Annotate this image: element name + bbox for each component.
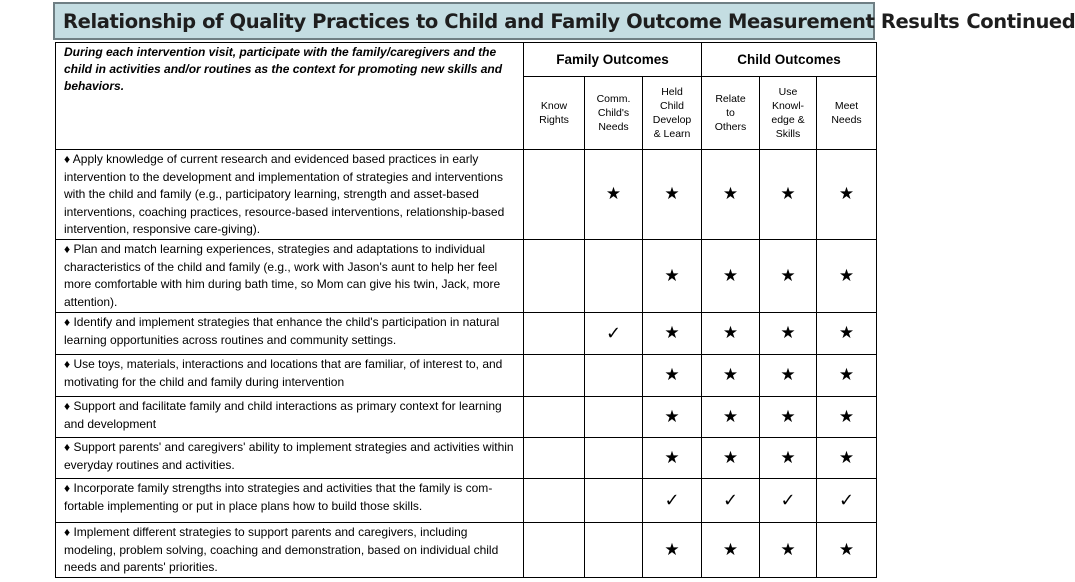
empty-cell: [524, 150, 585, 240]
star-icon: ★: [817, 396, 877, 437]
star-icon: ★: [817, 150, 877, 240]
empty-cell: [524, 312, 585, 354]
practice-text: ♦ Incorporate family strengths into strategies and activities that the family is comfortable implementing or put in place plans how to build those skills.: [56, 478, 524, 522]
star-icon: ★: [760, 396, 817, 437]
star-icon: ★: [817, 354, 877, 396]
star-icon: ★: [760, 239, 817, 312]
column-header-line: & Learn: [653, 128, 691, 140]
empty-cell: [585, 239, 643, 312]
empty-cell: [585, 354, 643, 396]
check-icon: ✓: [585, 312, 643, 354]
column-header-held-child-develop: [643, 77, 702, 150]
star-icon: ★: [702, 396, 760, 437]
practice-text: ♦ Plan and match learning experiences, strategies and adaptations to individual characteristics of the child and family (e.g., work with Jason's aunt to help her feel more comfortable with him during bath time, so Mom can give his twin, Jack, more attention).: [56, 239, 524, 312]
empty-cell: [585, 437, 643, 478]
star-icon: ★: [643, 150, 702, 240]
column-header-line: Relate: [715, 93, 746, 105]
star-icon: ★: [817, 522, 877, 577]
star-icon: ★: [760, 312, 817, 354]
table-row: [56, 396, 877, 437]
star-icon: ★: [702, 354, 760, 396]
check-icon: ✓: [817, 478, 877, 522]
table-row: [56, 239, 877, 312]
practice-text: ♦ Implement different strategies to support parents and caregivers, including modeling, problem solving, coaching and demonstration, based on individual child needs and parents' priorities.: [56, 522, 524, 577]
table-row: [56, 150, 877, 240]
star-icon: ★: [643, 354, 702, 396]
star-icon: ★: [643, 312, 702, 354]
child-outcomes-header: Child Outcomes: [702, 43, 877, 77]
star-icon: ★: [643, 396, 702, 437]
column-header-line: Others: [714, 121, 747, 133]
title-main: Relationship of Quality Practices to Child and Family Outcome Measurement Results: [63, 9, 960, 33]
table-row: [56, 354, 877, 396]
star-icon: ★: [702, 312, 760, 354]
column-header-line: Needs: [598, 121, 629, 133]
empty-cell: [585, 522, 643, 577]
table-row: [56, 478, 877, 522]
column-header-line: Rights: [539, 114, 569, 126]
table-row: [56, 522, 877, 577]
practice-text: ♦ Support and facilitate family and child interactions as primary context for learning and development: [56, 396, 524, 437]
column-header-line: Develop: [652, 114, 692, 126]
column-header-use-knowledge-skills: [760, 77, 817, 150]
star-icon: ★: [643, 437, 702, 478]
empty-cell: [585, 478, 643, 522]
star-icon: ★: [760, 150, 817, 240]
empty-cell: [524, 522, 585, 577]
table-body: [56, 150, 877, 578]
page-title: [53, 2, 1075, 40]
practice-text: ♦ Identify and implement strategies that enhance the child's participation in natural learning opportunities across routines and community settings.: [56, 312, 524, 354]
star-icon: ★: [702, 150, 760, 240]
family-outcomes-header: Family Outcomes: [524, 43, 702, 77]
star-icon: ★: [760, 437, 817, 478]
empty-cell: [524, 239, 585, 312]
column-header-line: Comm.: [596, 93, 631, 105]
star-icon: ★: [817, 437, 877, 478]
star-icon: ★: [643, 522, 702, 577]
practice-text: ♦ Use toys, materials, interactions and locations that are familiar, of interest to, and motivating for the child and family during intervention: [56, 354, 524, 396]
empty-cell: [585, 396, 643, 437]
check-icon: ✓: [643, 478, 702, 522]
column-header-line: Know: [540, 100, 568, 112]
column-header-line: Knowl-: [771, 100, 805, 112]
star-icon: ★: [702, 239, 760, 312]
column-header-line: Child: [660, 100, 684, 112]
intro-cell: [56, 43, 524, 150]
column-header-line: Child's: [597, 107, 630, 119]
star-icon: ★: [760, 522, 817, 577]
outcomes-table: [55, 42, 877, 578]
title-continued: Continued: [966, 9, 1075, 33]
column-header-meet-needs: [817, 77, 877, 150]
practice-text: ♦ Support parents' and caregivers' ability to implement strategies and activities within everyday routines and activities.: [56, 437, 524, 478]
check-icon: ✓: [702, 478, 760, 522]
check-icon: ✓: [760, 478, 817, 522]
empty-cell: [524, 396, 585, 437]
column-header-line: Meet: [834, 100, 859, 112]
star-icon: ★: [585, 150, 643, 240]
column-header-comm-childs-needs: [585, 77, 643, 150]
empty-cell: [524, 354, 585, 396]
column-header-line: edge &: [771, 114, 805, 126]
star-icon: ★: [702, 437, 760, 478]
empty-cell: [524, 437, 585, 478]
column-header-line: Held: [661, 86, 683, 98]
star-icon: ★: [702, 522, 760, 577]
star-icon: ★: [760, 354, 817, 396]
column-header-line: Needs: [831, 114, 862, 126]
practice-text: ♦ Apply knowledge of current research and evidenced based practices in early intervention to the development and implementation of strategies and interventions with the child and family (e.g., participatory learning, strength and asset-based interventions, coaching practices, resource-based interventions, relationship-based intervention, responsive care-giving).: [56, 150, 524, 240]
empty-cell: [524, 478, 585, 522]
star-icon: ★: [817, 239, 877, 312]
table-row: [56, 312, 877, 354]
star-icon: ★: [643, 239, 702, 312]
column-header-line: Skills: [775, 128, 801, 140]
intro-text: During each intervention visit, participate with the family/caregivers and the child in activities and/or routines as the context for promoting new skills and behaviors.: [64, 45, 503, 93]
star-icon: ★: [817, 312, 877, 354]
column-header-line: Use: [778, 86, 798, 98]
column-header-know-rights: [524, 77, 585, 150]
table-row: [56, 437, 877, 478]
column-header-relate-to-others: [702, 77, 760, 150]
column-header-line: to: [726, 107, 735, 119]
